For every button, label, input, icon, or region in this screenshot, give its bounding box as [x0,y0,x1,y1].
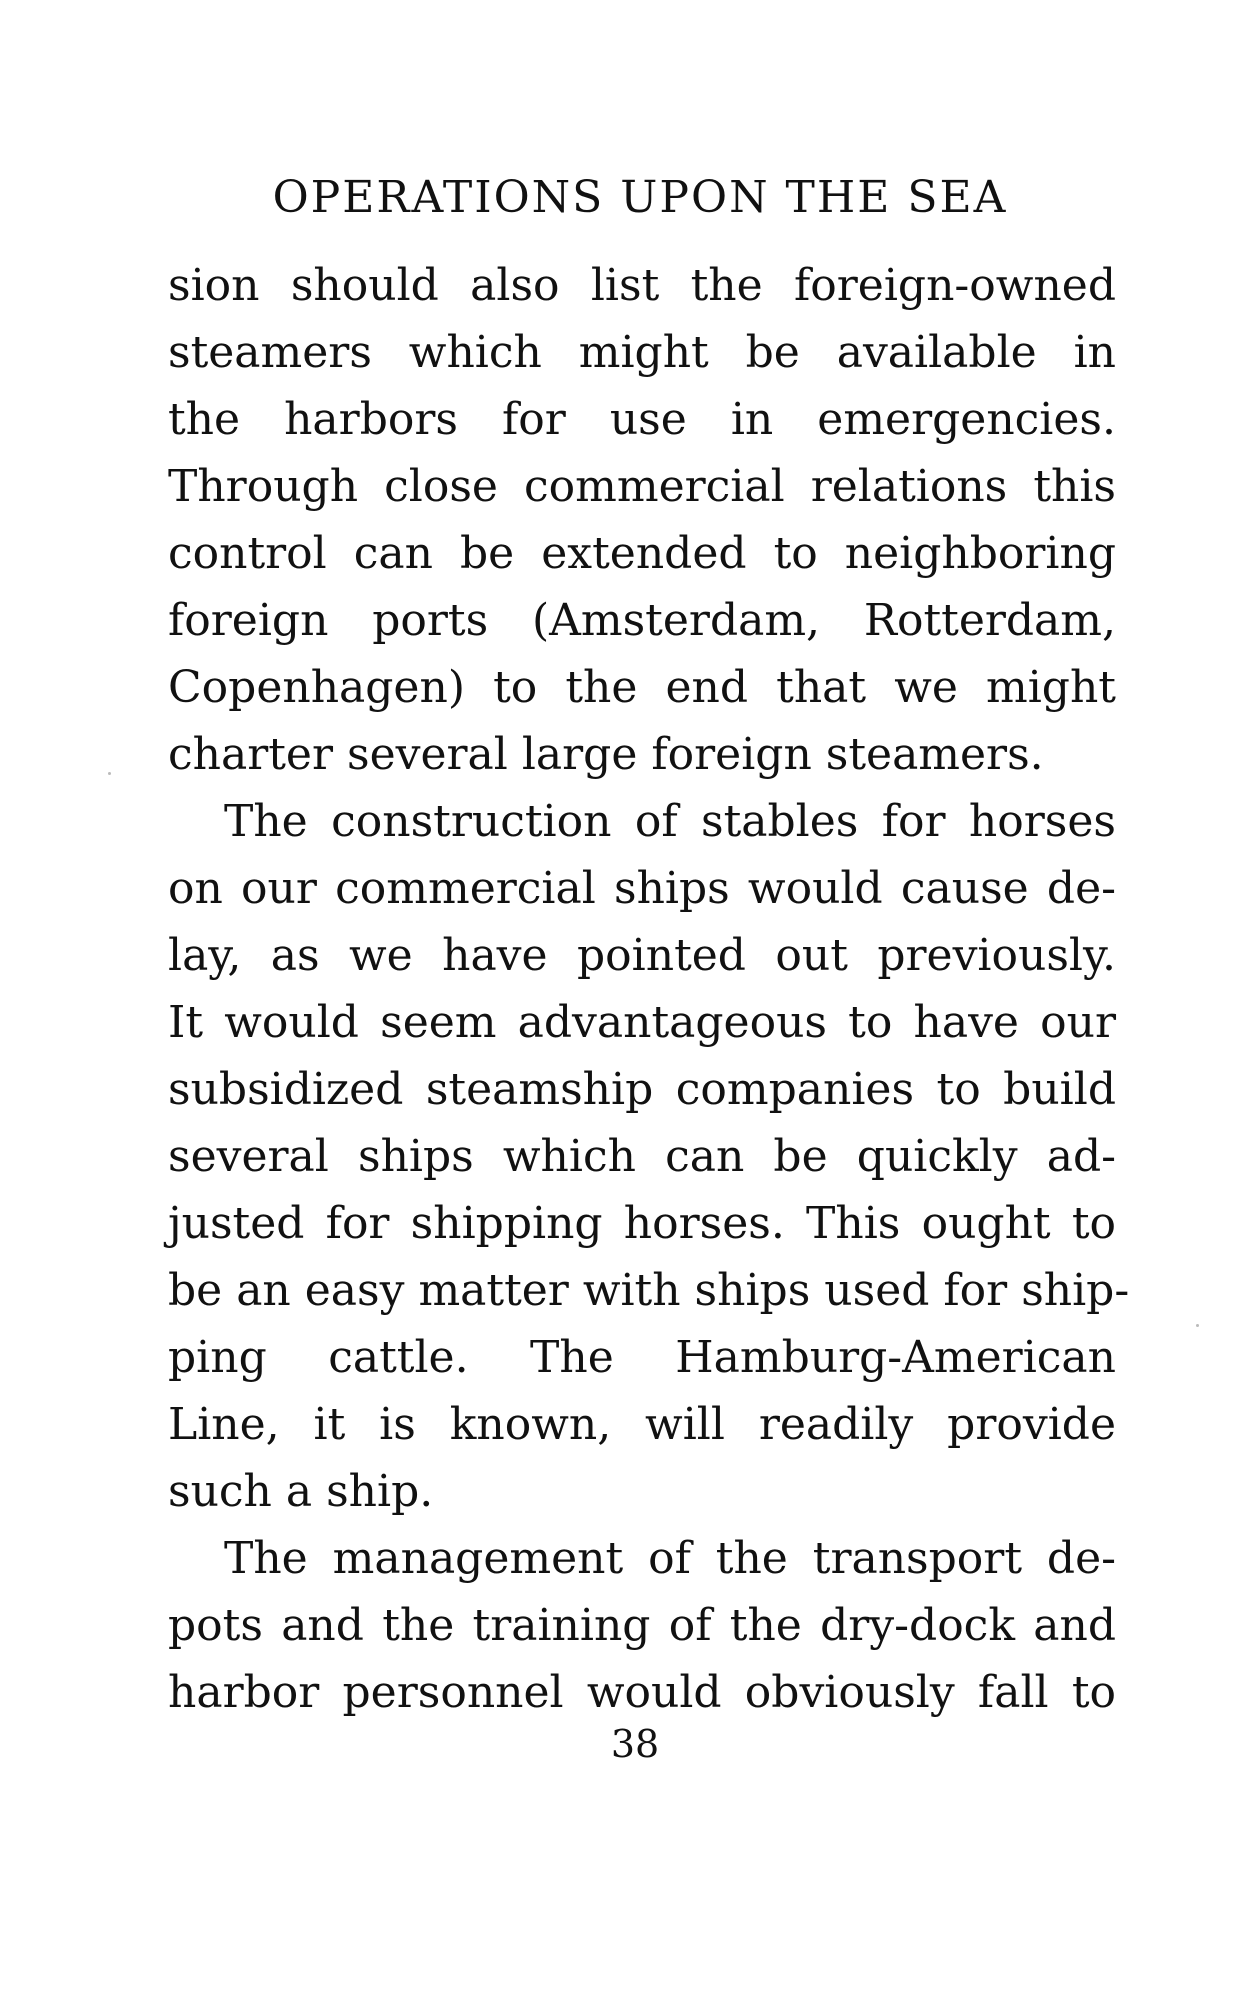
text-line: the harbors for use in emergencies. [168,394,1116,445]
text-line: foreign ports (Amsterdam, Rotterdam, [168,595,1116,646]
paragraph-start-line: The management of the transport de- [224,1533,1116,1584]
text-line: charter several large foreign steamers. [168,729,1044,780]
text-line: steamers which might be available in [168,327,1116,378]
text-line: Through close commercial relations this [168,461,1116,512]
text-line: harbor personnel would obviously fall to [168,1667,1116,1718]
running-head: OPERATIONS UPON THE SEA [272,172,1008,223]
text-line: pots and the training of the dry-dock and [168,1600,1116,1651]
text-line: ping cattle. The Hamburg-American [168,1332,1116,1383]
paper-speck [1196,1324,1199,1327]
text-line: control can be extended to neighboring [168,528,1116,579]
text-line: subsidized steamship companies to build [168,1064,1116,1115]
text-line: such a ship. [168,1466,434,1517]
text-line: Copenhagen) to the end that we might [168,662,1116,713]
page-body [168,252,1130,1726]
text-line: on our commercial ships would cause de- [168,863,1116,914]
text-line: It would seem advantageous to have our [168,997,1116,1048]
text-line: justed for shipping horses. This ought to [168,1198,1116,1249]
text-line: Line, it is known, will readily provide [168,1399,1116,1450]
text-line: be an easy matter with ships used for ship- [168,1265,1130,1316]
paper-speck [108,772,111,775]
text-line: sion should also list the foreign-owned [168,260,1116,311]
page-number: 38 [610,1722,660,1766]
text-line: lay, as we have pointed out previously. [168,930,1116,981]
text-line: several ships which can be quickly ad- [168,1131,1116,1182]
paragraph-start-line: The construction of stables for horses [224,796,1116,847]
